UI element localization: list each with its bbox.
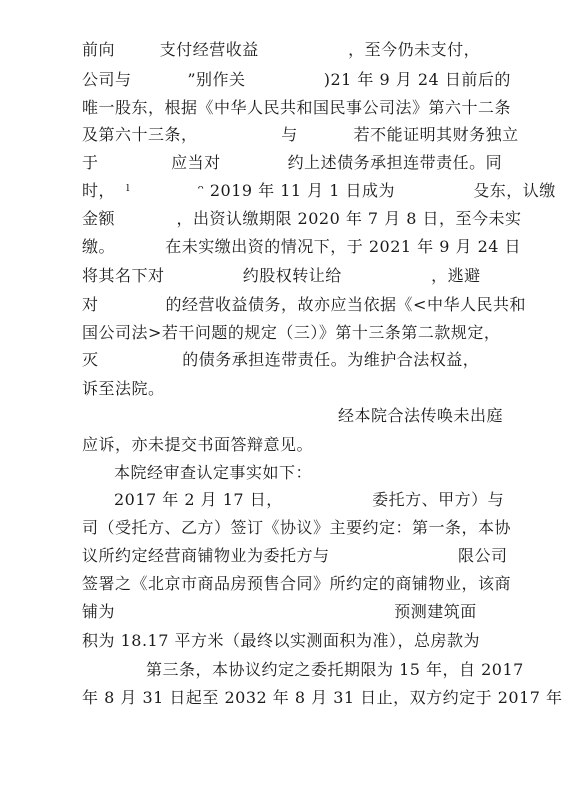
text-line-17: 2017 年 2 月 17 日， 委托方、甲方）与 — [114, 490, 505, 509]
text-line-19: 议所约定经营商铺物业为委托方与 限公司 — [82, 546, 508, 565]
text-line-14: 经本院合法传唤未出庭 — [338, 406, 504, 425]
text-line-23: 第三条，本协议约定之委托期限为 15 年，自 2017 — [146, 660, 524, 679]
text-line-13: 诉至法院。 — [82, 379, 165, 398]
text-line-21: 铺为 预测建筑面 — [82, 602, 477, 621]
text-line-9: 将其名下对 约股权转让给 ，逃避 — [82, 266, 481, 285]
text-line-7: 金额 ，出资认缴期限 2020 年 7 月 8 日，至今未实 — [82, 209, 522, 228]
text-line-12: 灭 的债务承担连带责任。为维护合法权益， — [82, 350, 480, 369]
text-line-11: 国公司法>若干问题的规定（三）》第十三条第二款规定， — [82, 323, 501, 342]
text-line-10: 对 的经营收益债务，故亦应当依据《<中华人民共和 — [82, 295, 526, 314]
text-line-22: 积为 18.17 平方米（最终以实测面积为准），总房款为 — [82, 631, 480, 650]
text-line-3: 唯一股东，根据《中华人民共和国民事公司法》第六十二条 — [82, 98, 512, 117]
text-line-20: 签署之《北京市商品房预售合同》所约定的商铺物业，该商 — [82, 574, 512, 593]
text-line-16: 本院经审查认定事实如下： — [114, 463, 313, 482]
text-line-18: 司（受托方、乙方）签订《协议》主要约定：第一条，本协 — [82, 518, 512, 537]
text-line-5: 于 应当对 约上述债务承担连带责任。同 — [82, 153, 503, 172]
text-line-2: 公司与 ”别作关 )21 年 9 月 24 日前后的 — [82, 70, 511, 89]
text-line-15: 应诉，亦未提交书面答辩意见。 — [82, 435, 314, 454]
text-line-24: 年 8 月 31 日起至 2032 年 8 月 31 日止，双方约定于 2017 年 — [82, 688, 563, 707]
text-line-4: 及第六十三条， 与 若不能证明其财务独立 — [82, 125, 519, 144]
text-line-1: 前向 支付经营收益 ，至今仍未支付， — [82, 40, 481, 59]
text-line-6: 时， ˡ ᵔ 2019 年 11 月 1 日成为 殳东，认缴 — [82, 181, 556, 200]
text-line-8: 缴。 在未实缴出资的情况下，于 2021 年 9 月 24 日 — [82, 237, 522, 256]
